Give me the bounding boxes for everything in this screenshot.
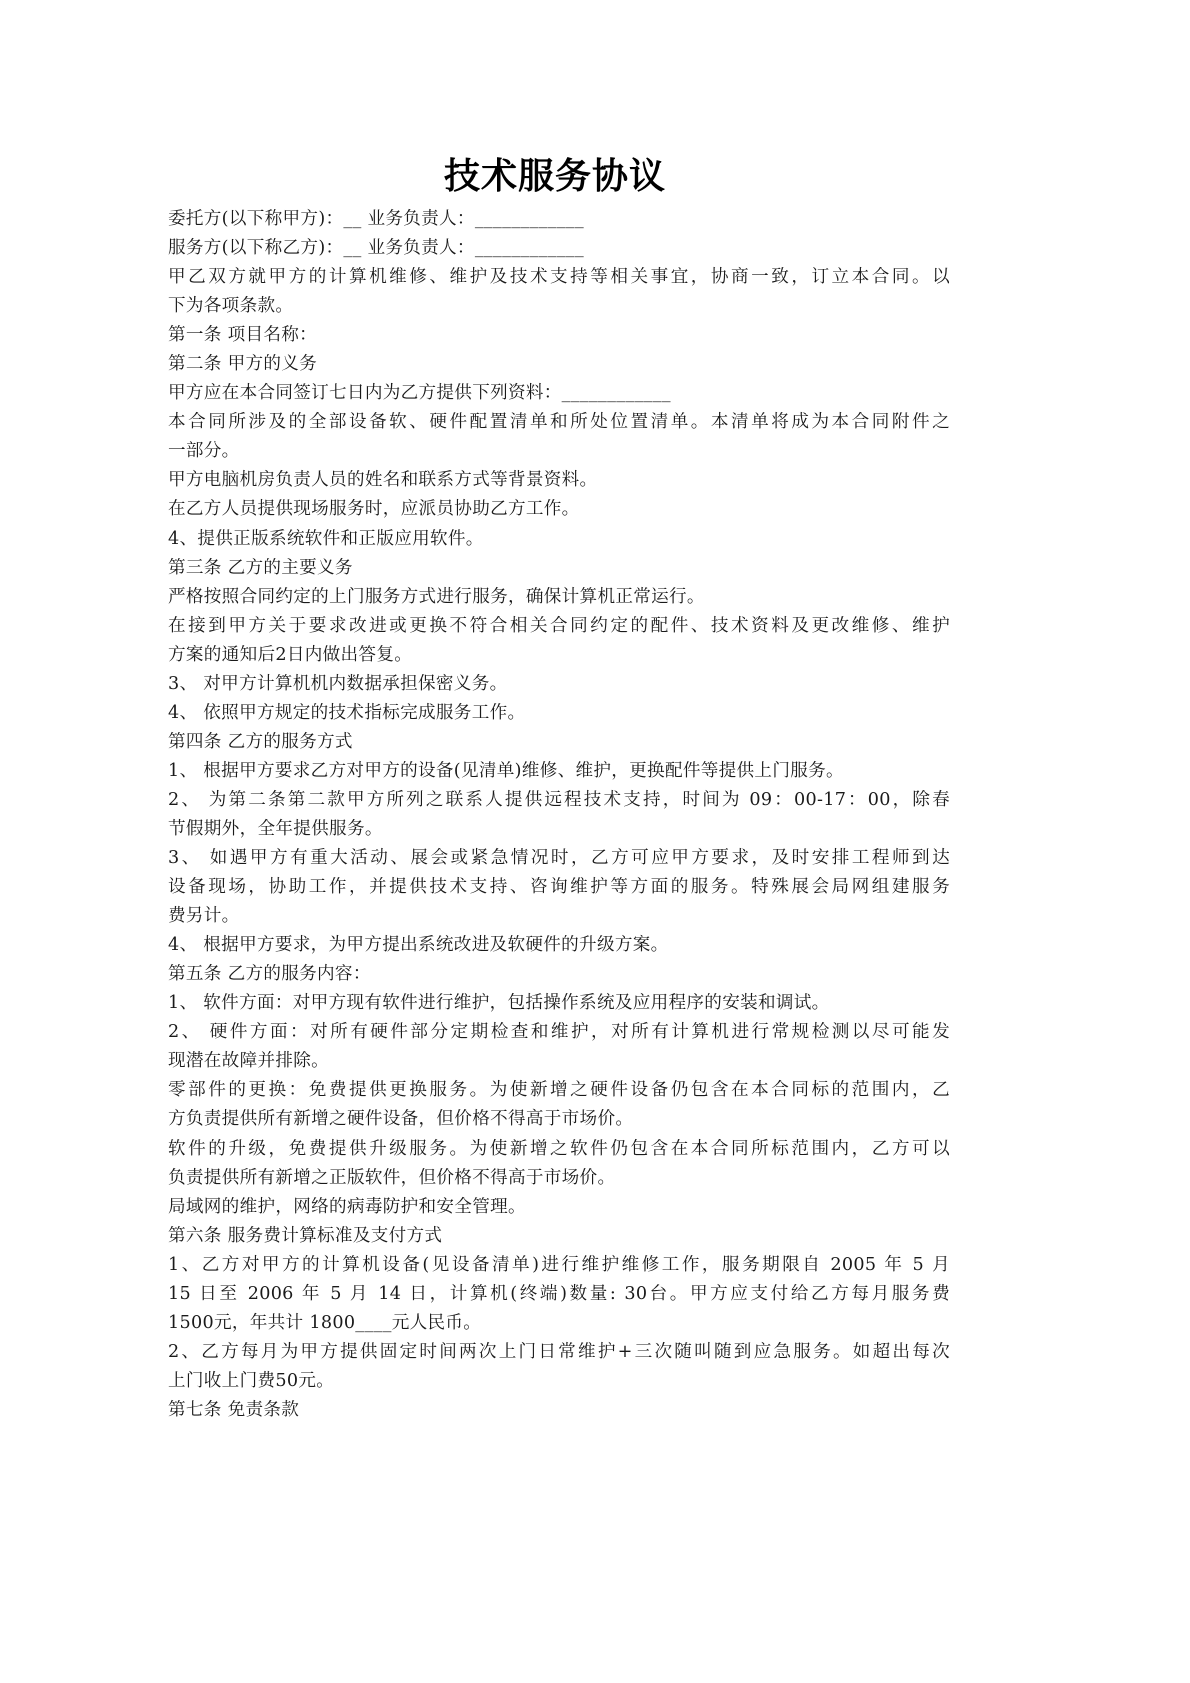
document-line: 3、 对甲方计算机机内数据承担保密义务。 <box>168 673 508 694</box>
document-line: 2、乙方每月为甲方提供固定时间两次上门日常维护+三次随叫随到应急服务。如超出每次 <box>168 1341 950 1362</box>
document-line: 15 日至 2006 年 5 月 14 日，计算机(终端)数量: 30台。甲方应支付给乙方每月服务费 <box>168 1283 950 1304</box>
document-line: 下为各项条款。 <box>168 296 294 317</box>
document-line: 费另计。 <box>168 906 240 927</box>
document-line: 第三条 乙方的主要义务 <box>168 557 353 578</box>
document-line: 甲方电脑机房负责人员的姓名和联系方式等背景资料。 <box>168 470 598 491</box>
document-line: 第七条 免责条款 <box>168 1399 300 1420</box>
document-line: 委托方(以下称甲方)：__ 业务负责人：____________ <box>168 209 584 229</box>
document-line: 1、乙方对甲方的计算机设备(见设备清单)进行维护维修工作，服务期限自 2005 年 5 月 <box>168 1254 950 1275</box>
document-line: 第六条 服务费计算标准及支付方式 <box>168 1225 443 1246</box>
document-line: 第二条 甲方的义务 <box>168 354 318 375</box>
document-line: 局域网的维护，网络的病毒防护和安全管理。 <box>168 1196 526 1217</box>
document-line: 4、 依照甲方规定的技术指标完成服务工作。 <box>168 702 526 723</box>
document-line: 4、提供正版系统软件和正版应用软件。 <box>168 528 484 549</box>
document-line: 2、 为第二条第二款甲方所列之联系人提供远程技术支持，时间为 09：00-17：00，除春 <box>168 789 950 810</box>
document-line: 第一条 项目名称： <box>168 325 318 346</box>
document-line: 本合同所涉及的全部设备软、硬件配置清单和所处位置清单。本清单将成为本合同附件之 <box>168 412 950 433</box>
document-line: 设备现场，协助工作，并提供技术支持、咨询维护等方面的服务。特殊展会局网组建服务 <box>168 877 950 898</box>
document-line: 节假期外，全年提供服务。 <box>168 818 383 839</box>
document-line: 零部件的更换：免费提供更换服务。为使新增之硬件设备仍包含在本合同标的范围内，乙 <box>168 1080 950 1101</box>
document-line: 服务方(以下称乙方)：__ 业务负责人：____________ <box>168 238 584 259</box>
document-line: 1、 根据甲方要求乙方对甲方的设备(见清单)维修、维护，更换配件等提供上门服务。 <box>168 760 844 781</box>
document-line: 3、 如遇甲方有重大活动、展会或紧急情况时，乙方可应甲方要求，及时安排工程师到达 <box>168 848 950 869</box>
document-line: 方负责提供所有新增之硬件设备，但价格不得高于市场价。 <box>168 1109 634 1130</box>
document-line: 2、 硬件方面：对所有硬件部分定期检查和维护，对所有计算机进行常规检测以尽可能发 <box>168 1022 950 1043</box>
document-line: 1500元，年共计 1800____元人民币。 <box>168 1312 482 1333</box>
document-title: 技术服务协议 <box>443 156 666 197</box>
document-line: 第五条 乙方的服务内容： <box>168 964 371 985</box>
document-line: 甲乙双方就甲方的计算机维修、维护及技术支持等相关事宜，协商一致，订立本合同。以 <box>168 267 950 288</box>
document-line: 甲方应在本合同签订七日内为乙方提供下列资料：____________ <box>168 383 671 404</box>
document-line: 严格按照合同约定的上门服务方式进行服务，确保计算机正常运行。 <box>168 586 705 607</box>
document-line: 在接到甲方关于要求改进或更换不符合相关合同约定的配件、技术资料及更改维修、维护 <box>168 615 950 636</box>
document-line: 第四条 乙方的服务方式 <box>168 731 353 752</box>
document-line: 方案的通知后2日内做出答复。 <box>168 644 413 665</box>
document-line: 在乙方人员提供现场服务时，应派员协助乙方工作。 <box>168 499 580 520</box>
document-body <box>168 205 950 1425</box>
document-line: 1、 软件方面：对甲方现有软件进行维护，包括操作系统及应用程序的安装和调试。 <box>168 993 830 1014</box>
document-line: 负责提供所有新增之正版软件，但价格不得高于市场价。 <box>168 1167 616 1188</box>
document-line: 软件的升级，免费提供升级服务。为使新增之软件仍包含在本合同所标范围内，乙方可以 <box>168 1138 950 1159</box>
document-line: 现潜在故障并排除。 <box>168 1051 330 1072</box>
document-line: 上门收上门费50元。 <box>168 1370 335 1391</box>
document-line: 4、 根据甲方要求，为甲方提出系统改进及软硬件的升级方案。 <box>168 935 669 956</box>
document-line: 一部分。 <box>168 441 240 462</box>
